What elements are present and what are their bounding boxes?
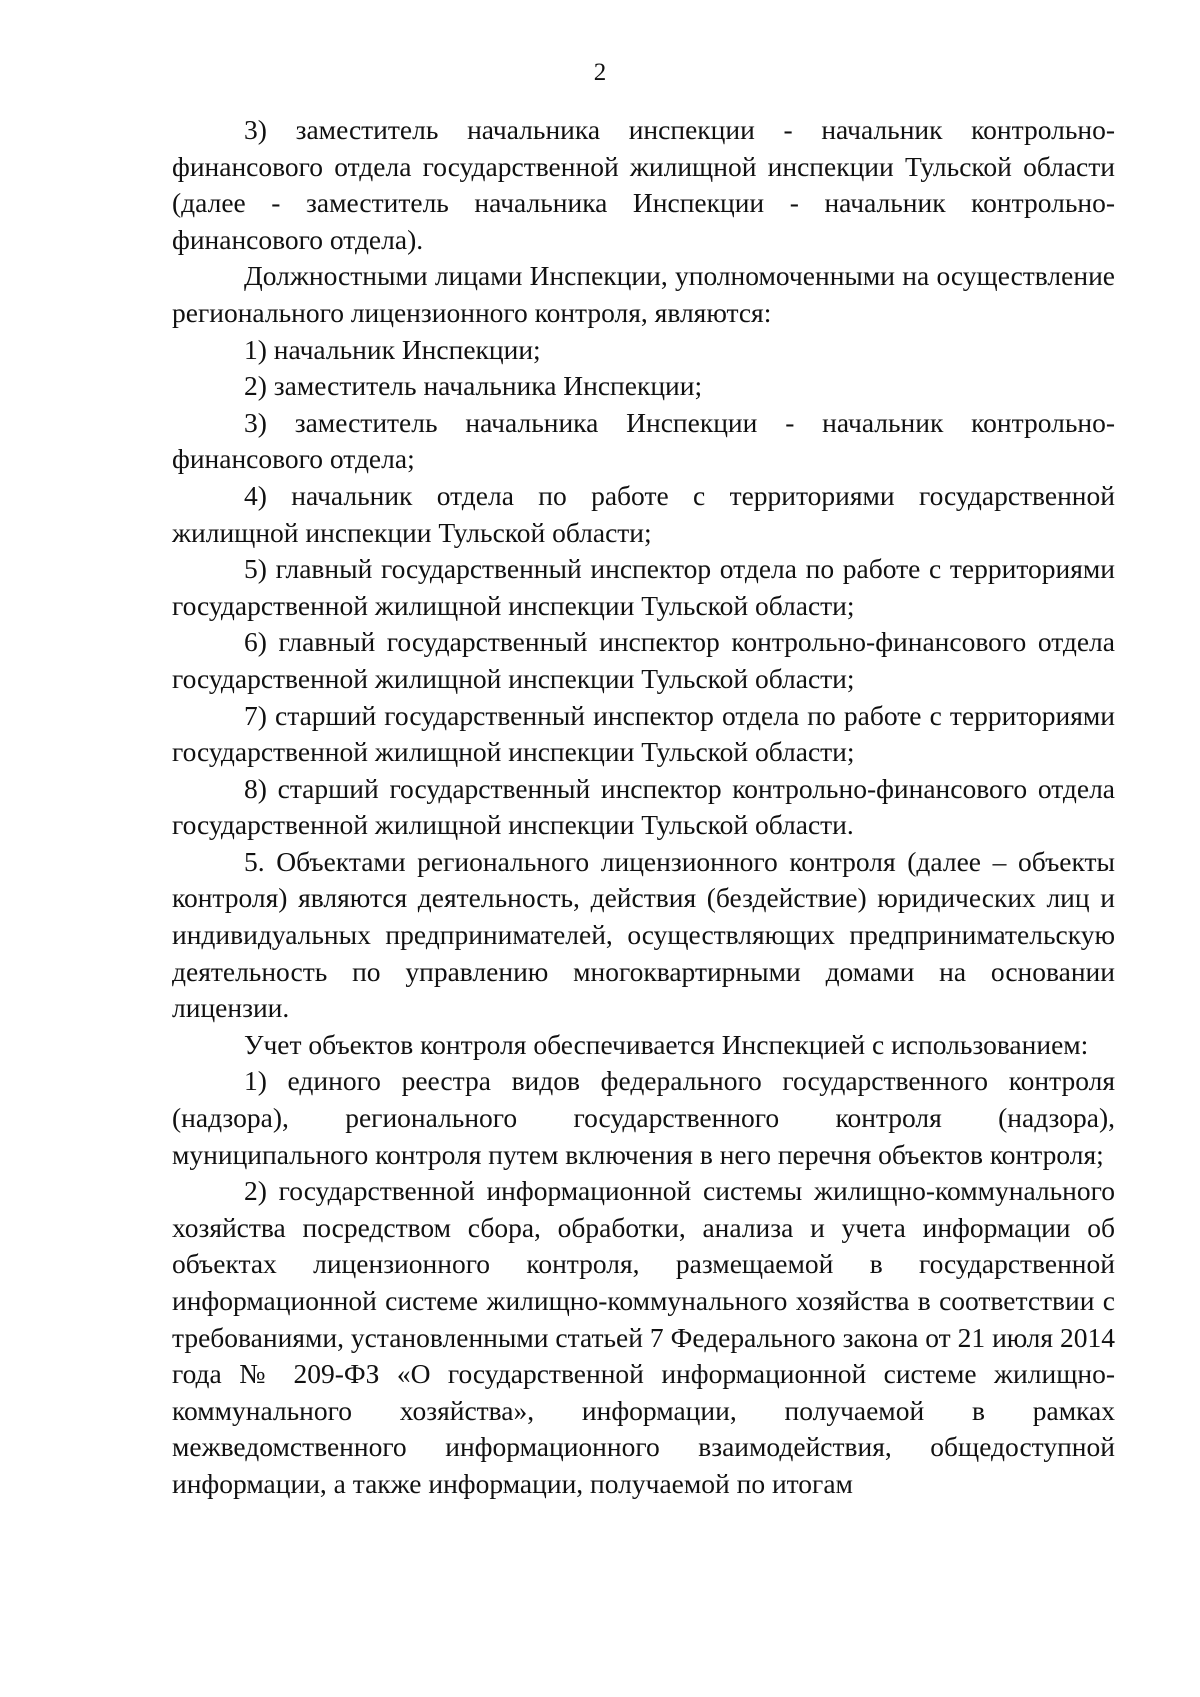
paragraph-section-5-objects: 5. Объектами регионального лицензионного контроля (далее – объекты контроля) являются деятельность, действия (бездействие) юридических лиц и индивидуальных предпринимателей, осуществляющих предпринимательскую деятельность по управлению многоквартирными домами на основании лицензии. bbox=[172, 845, 1115, 1024]
list-item-official-7: 7) старший государственный инспектор отдела по работе с территориями государственной жилищной инспекции Тульской области; bbox=[172, 699, 1115, 768]
document-body bbox=[172, 112, 1115, 1503]
paragraph-officials-intro: Должностными лицами Инспекции, уполномоченными на осуществление регионального лицензионного контроля, являются: bbox=[172, 260, 1115, 328]
page-number: 2 bbox=[593, 59, 607, 86]
list-item-official-1: 1) начальник Инспекции; bbox=[244, 333, 541, 365]
list-item-official-6: 6) главный государственный инспектор контрольно-финансового отдела государственной жилищной инспекции Тульской области; bbox=[172, 626, 1115, 694]
list-item-gis-housing: 2) государственной информационной системы жилищно-коммунального хозяйства посредством сбора, обработки, анализа и учета информации об объектах лицензионного контроля, размещаемой в государственной информационной системе жилищно-коммунального хозяйства в соответствии с требованиями, установленными статьей 7 Федерального закона от 21 июля 2014 года № 209-ФЗ «О государственной информационной системе жилищно-коммунального хозяйства», информации, получаемой в рамках межведомственного информационного взаимодействия, общедоступной информации, а также информации, получаемой по итогам bbox=[172, 1175, 1115, 1499]
list-item-official-5: 5) главный государственный инспектор отдела по работе с территориями государственной жилищной инспекции Тульской области; bbox=[172, 553, 1115, 621]
list-item-official-2: 2) заместитель начальника Инспекции; bbox=[244, 370, 703, 402]
paragraph-accounting-intro: Учет объектов контроля обеспечивается Инспекцией с использованием: bbox=[244, 1028, 1089, 1060]
list-item-official-3: 3) заместитель начальника Инспекции - начальник контрольно-финансового отдела; bbox=[172, 406, 1115, 475]
list-item-official-8: 8) старший государственный инспектор контрольно-финансового отдела государственной жилищной инспекции Тульской области. bbox=[172, 772, 1115, 841]
list-item-registry: 1) единого реестра видов федерального государственного контроля (надзора), регионального государственного контроля (надзора), муниципального контроля путем включения в него перечня объектов контроля; bbox=[172, 1065, 1115, 1170]
list-item-official-4: 4) начальник отдела по работе с территориями государственной жилищной инспекции Тульской области; bbox=[172, 479, 1115, 548]
paragraph-deputy-head-definition: 3) заместитель начальника инспекции - начальник контрольно-финансового отдела государственной жилищной инспекции Тульской области (далее - заместитель начальника Инспекции - начальник контрольно-финансового отдела). bbox=[172, 114, 1115, 255]
